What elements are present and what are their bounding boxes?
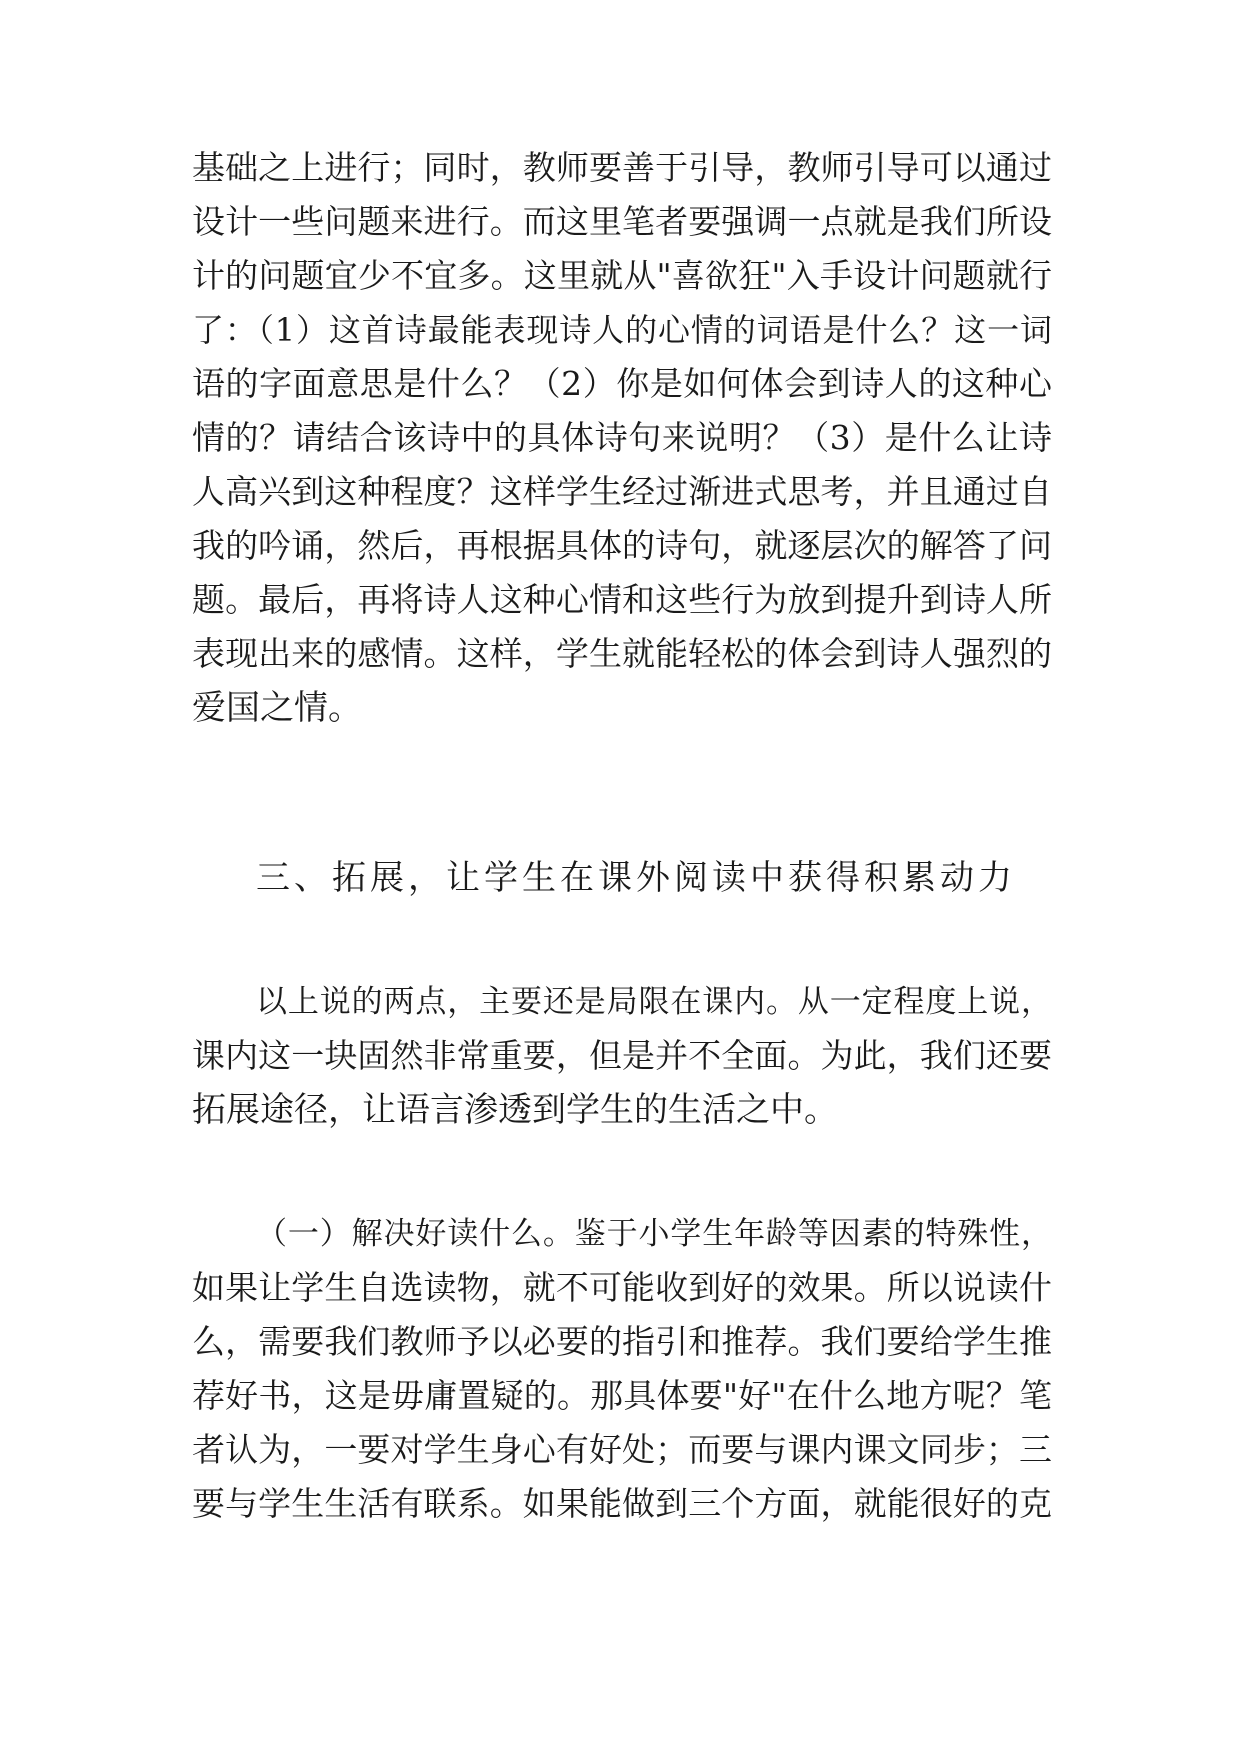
paragraph-line: 么，需要我们教师予以必要的指引和推荐。我们要给学生推 (192, 1322, 1052, 1361)
paragraph-line: 人高兴到这种程度？这样学生经过渐进式思考，并且通过自 (192, 472, 1052, 511)
paragraph-line: 者认为，一要对学生身心有好处；而要与课内课文同步；三 (192, 1430, 1052, 1469)
paragraph-line: 如果让学生自选读物，就不可能收到好的效果。所以说读什 (192, 1268, 1052, 1307)
paragraph-line: 拓展途径，让语言渗透到学生的生活之中。 (192, 1090, 838, 1130)
paragraph-line: 题。最后，再将诗人这种心情和这些行为放到提升到诗人所 (192, 580, 1052, 619)
paragraph-line: 爱国之情。 (192, 688, 362, 728)
paragraph-line: 情的？请结合该诗中的具体诗句来说明？（3）是什么让诗 (192, 418, 1052, 457)
paragraph-line: 课内这一块固然非常重要，但是并不全面。为此，我们还要 (192, 1036, 1052, 1075)
paragraph-line: 我的吟诵，然后，再根据具体的诗句，就逐层次的解答了问 (192, 526, 1052, 565)
paragraph-line: 以上说的两点，主要还是局限在课内。从一定程度上说， (256, 984, 1052, 1020)
paragraph-line: 设计一些问题来进行。而这里笔者要强调一点就是我们所设 (192, 202, 1052, 241)
paragraph-line: （一）解决好读什么。鉴于小学生年龄等因素的特殊性， (256, 1216, 1052, 1252)
paragraph-line: 荐好书，这是毋庸置疑的。那具体要"好"在什么地方呢？笔 (192, 1376, 1052, 1415)
paragraph-line: 了：（1）这首诗最能表现诗人的心情的词语是什么？这一词 (192, 311, 1052, 349)
section-heading: 三、拓展，让学生在课外阅读中获得积累动力 (256, 858, 1016, 898)
paragraph-line: 计的问题宜少不宜多。这里就从"喜欲狂"入手设计问题就行 (192, 256, 1052, 295)
paragraph-line: 表现出来的感情。这样，学生就能轻松的体会到诗人强烈的 (192, 634, 1052, 673)
paragraph-line: 语的字面意思是什么？（2）你是如何体会到诗人的这种心 (192, 364, 1052, 403)
paragraph-line: 基础之上进行；同时，教师要善于引导，教师引导可以通过 (192, 148, 1052, 187)
paragraph-line: 要与学生生活有联系。如果能做到三个方面，就能很好的克 (192, 1484, 1052, 1523)
